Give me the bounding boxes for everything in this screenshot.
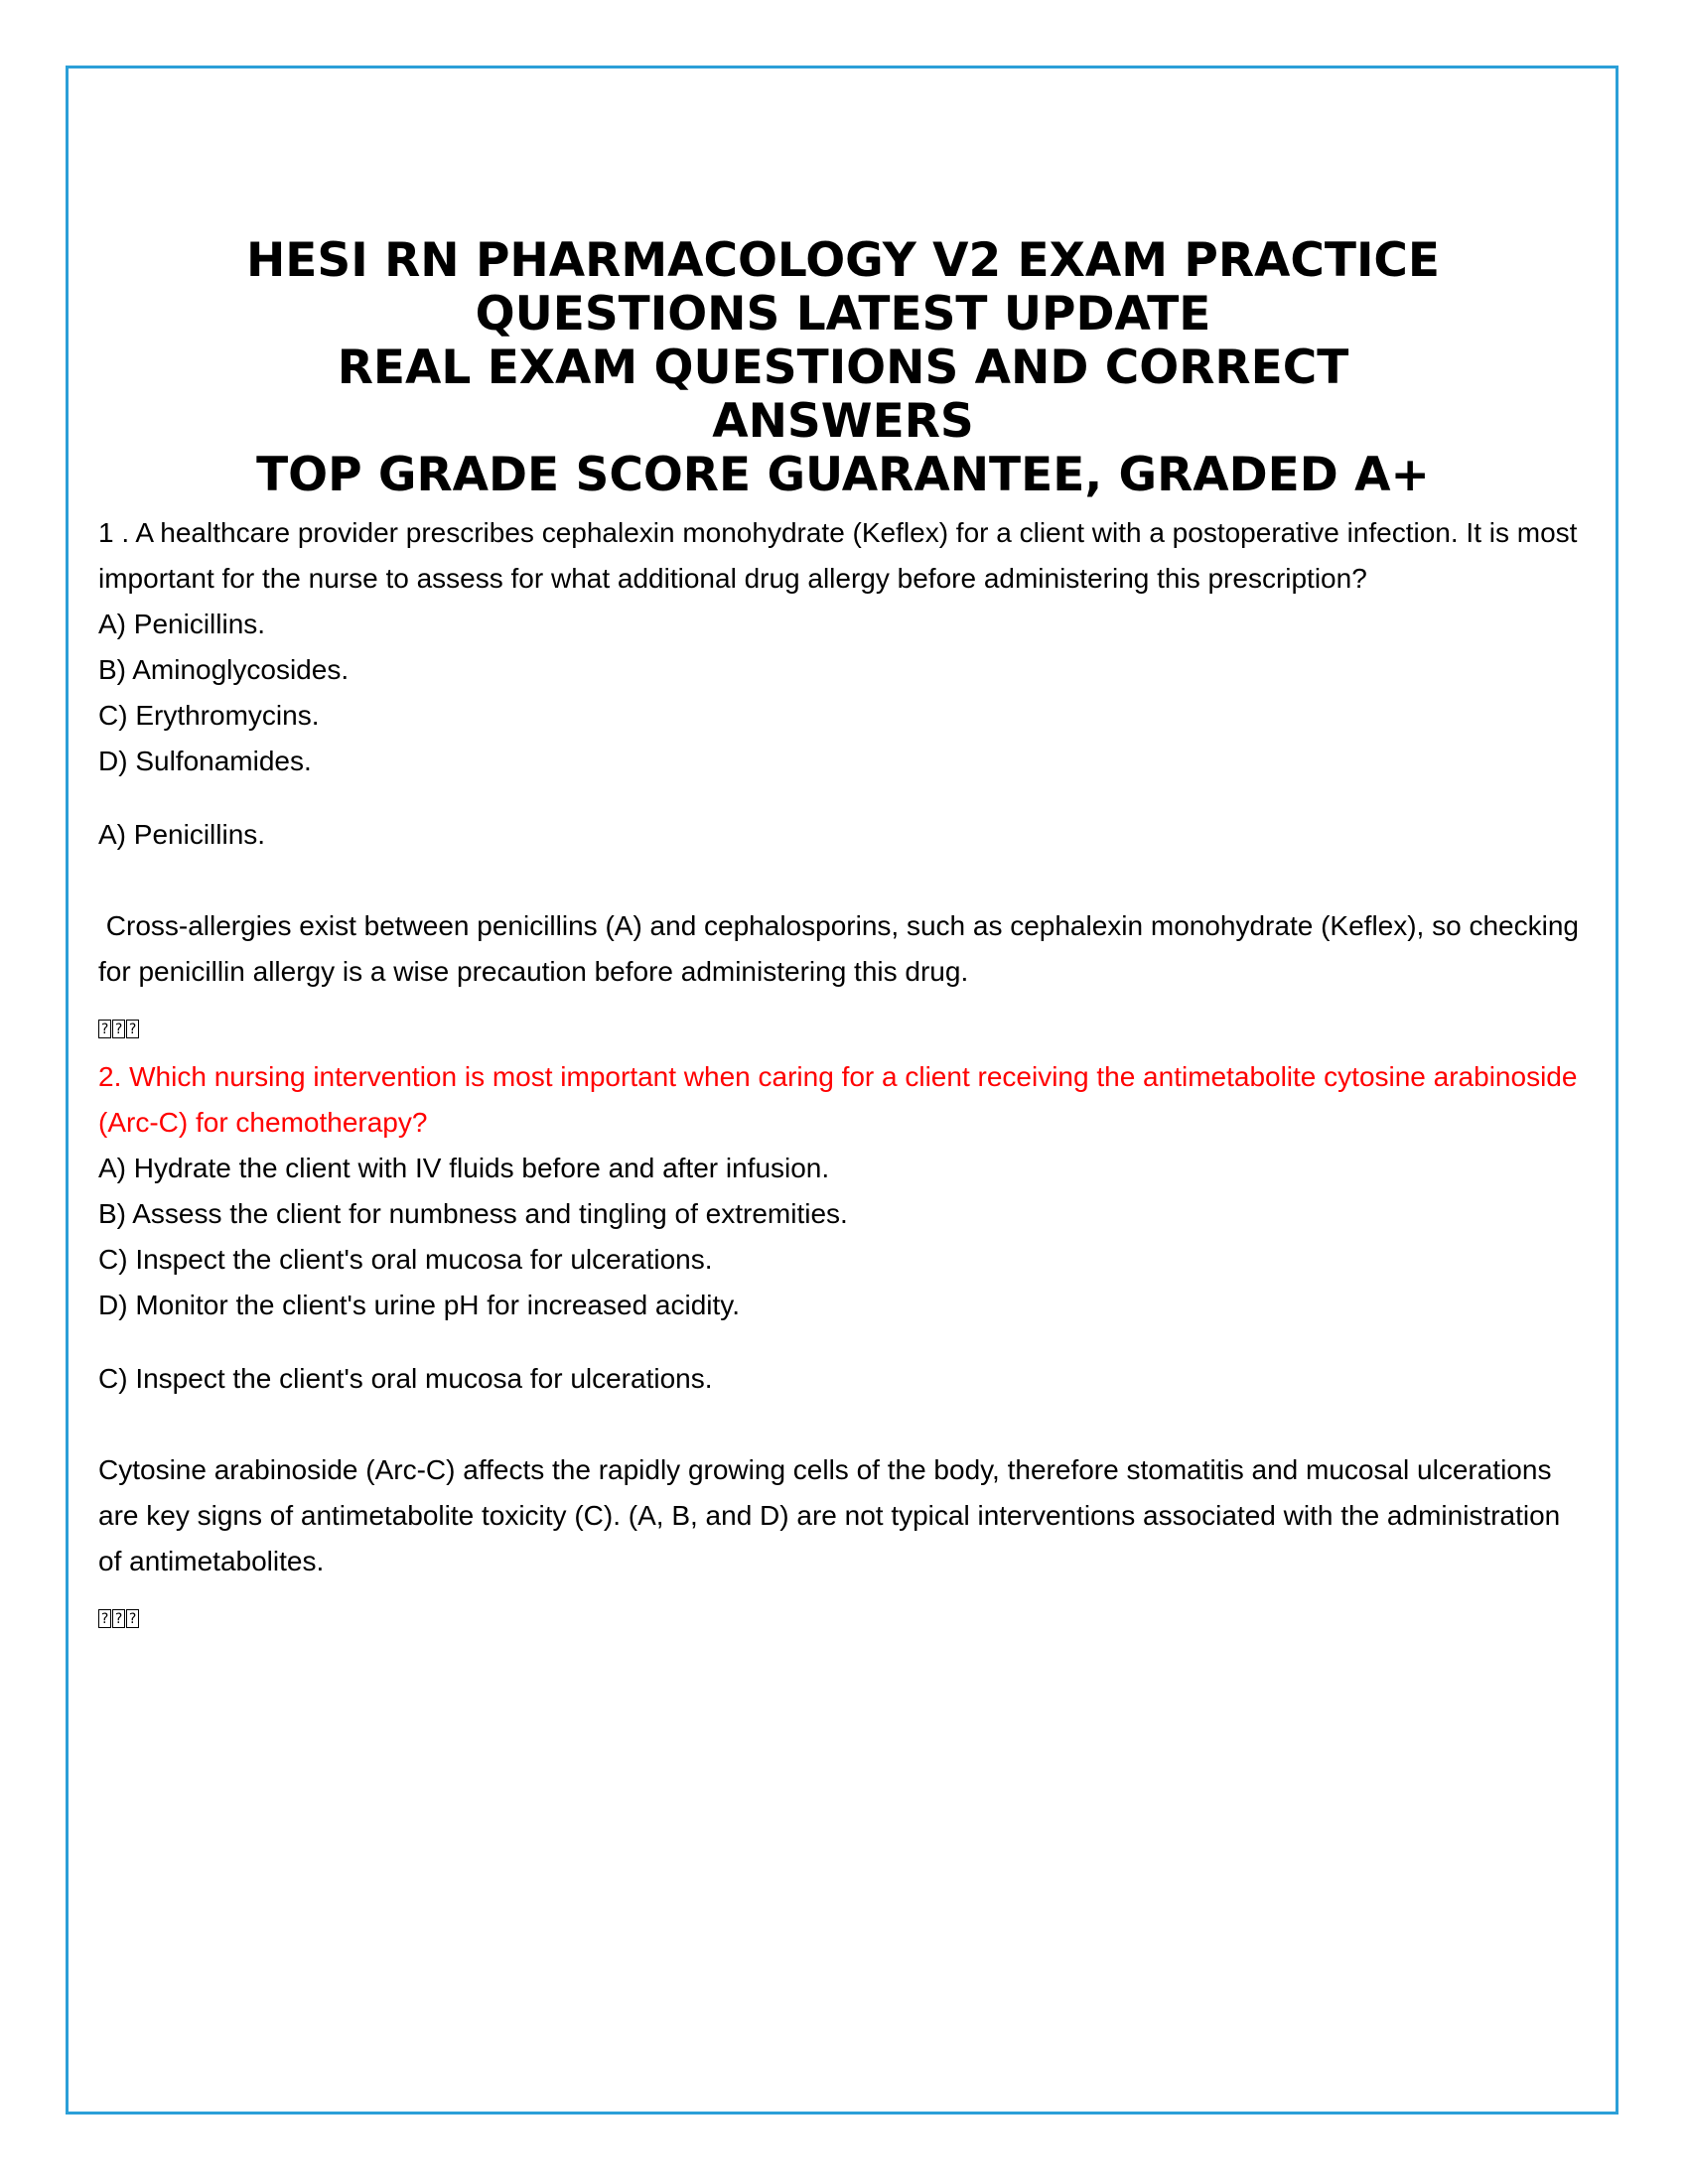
question-1-option-b: B) Aminoglycosides. (98, 654, 350, 685)
question-1-option-c: C) Erythromycins. (98, 700, 320, 731)
question-1 (98, 510, 1588, 1044)
question-2-option-a: A) Hydrate the client with IV fluids before and after infusion. (98, 1153, 830, 1183)
question-2 (98, 1054, 1588, 1634)
question-1-separator (98, 1005, 1588, 1044)
missing-glyph-icon: ? (126, 1609, 139, 1628)
question-2-separator (98, 1594, 1588, 1634)
missing-glyph-icon: ? (112, 1020, 125, 1038)
document-title (98, 234, 1588, 502)
missing-glyph-icon: ? (126, 1020, 139, 1038)
title-line-3: REAL EXAM QUESTIONS AND CORRECT (337, 341, 1349, 395)
question-2-rationale: Cytosine arabinoside (Arc-C) affects the rapidly growing cells of the body, therefore stomatitis and mucosal ulcerations are key signs of antimetabolite toxicity (C). (A, B, and D) are not typical interventions associated with the administration of antimetabolites. (98, 1454, 1561, 1576)
document-content (98, 234, 1588, 1634)
missing-glyph-icon: ? (98, 1609, 111, 1628)
missing-glyph-icon: ? (98, 1020, 111, 1038)
question-1-rationale: Cross-allergies exist between penicillins (A) and cephalosporins, such as cephalexin monohydrate (Keflex), so checking for penicillin allergy is a wise precaution before administering this drug. (98, 910, 1587, 987)
question-1-stem: 1 . A healthcare provider prescribes cephalexin monohydrate (Keflex) for a client with a postoperative infection. It is most important for the nurse to assess for what additional drug allergy before administering this prescription? (98, 517, 1578, 594)
title-line-2: QUESTIONS LATEST UPDATE (475, 287, 1211, 341)
question-2-stem: 2. Which nursing intervention is most important when caring for a client receiving the antimetabolite cytosine arabinoside (Arc-C) for chemotherapy? (98, 1061, 1578, 1138)
title-line-1: HESI RN PHARMACOLOGY V2 EXAM PRACTICE (245, 233, 1441, 288)
question-2-option-d: D) Monitor the client's urine pH for increased acidity. (98, 1290, 740, 1320)
question-1-option-d: D) Sulfonamides. (98, 746, 312, 776)
question-2-option-b: B) Assess the client for numbness and tingling of extremities. (98, 1198, 848, 1229)
question-1-answer: A) Penicillins. (98, 819, 266, 850)
question-2-option-c: C) Inspect the client's oral mucosa for ulcerations. (98, 1244, 713, 1275)
question-2-answer: C) Inspect the client's oral mucosa for ulcerations. (98, 1363, 713, 1394)
title-line-5: TOP GRADE SCORE GUARANTEE, GRADED A+ (256, 448, 1430, 502)
question-1-option-a: A) Penicillins. (98, 609, 266, 639)
missing-glyph-icon: ? (112, 1609, 125, 1628)
title-line-4: ANSWERS (712, 394, 974, 449)
